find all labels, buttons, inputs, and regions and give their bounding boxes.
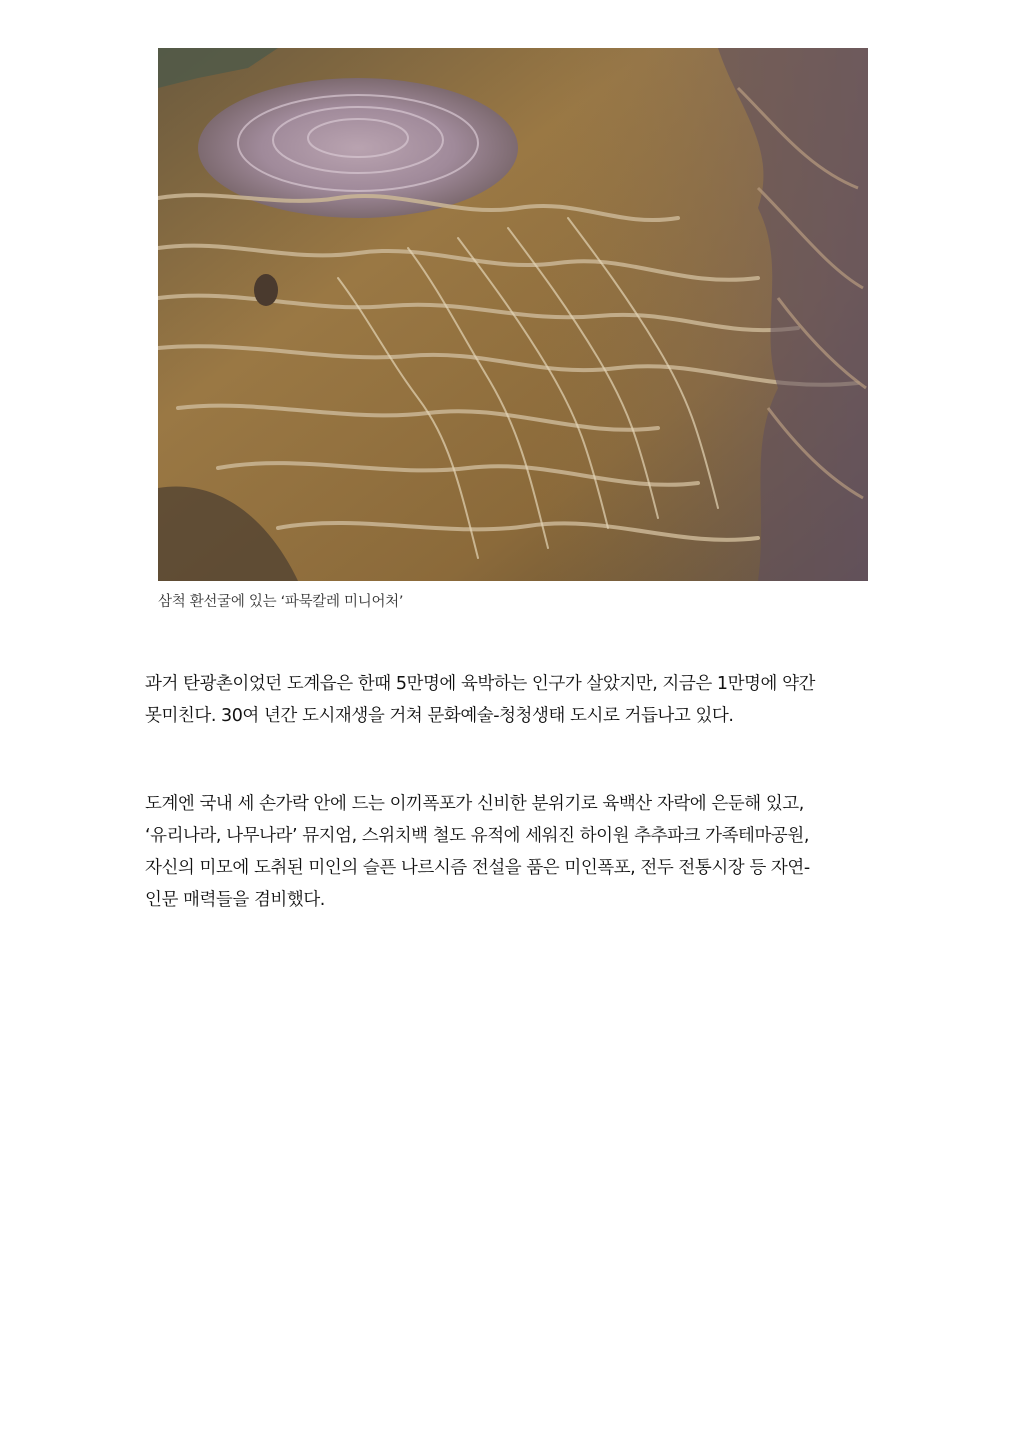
paragraph-dogye-attractions — [145, 788, 885, 916]
article-figure — [158, 48, 868, 613]
paragraph-line: 도계엔 국내 세 손가락 안에 드는 이끼폭포가 신비한 분위기로 육백산 자락에 은둔해 있고, — [145, 794, 804, 814]
paragraph-dogye-history — [145, 668, 885, 732]
paragraph-line: 못미친다. 30여 년간 도시재생을 거쳐 문화예술-청청생태 도시로 거듭나고 있다. — [145, 706, 734, 726]
figure-caption: 삼척 환선굴에 있는 ‘파묵칼레 미니어처’ — [158, 594, 404, 610]
paragraph-line: 자신의 미모에 도취된 미인의 슬픈 나르시즘 전설을 품은 미인폭포, 전두 전통시장 등 자연- — [145, 858, 810, 878]
paragraph-line: 인문 매력들을 겸비했다. — [145, 890, 325, 910]
paragraph-line: ‘유리나라, 나무나라’ 뮤지엄, 스위치백 철도 유적에 세워진 하이원 추추파크 가족테마공원, — [145, 826, 809, 846]
paragraph-line: 과거 탄광촌이었던 도계읍은 한때 5만명에 육박하는 인구가 살았지만, 지금은 1만명에 약간 — [145, 674, 815, 694]
article-body — [145, 668, 885, 916]
cave-travertine-photo — [158, 48, 868, 581]
